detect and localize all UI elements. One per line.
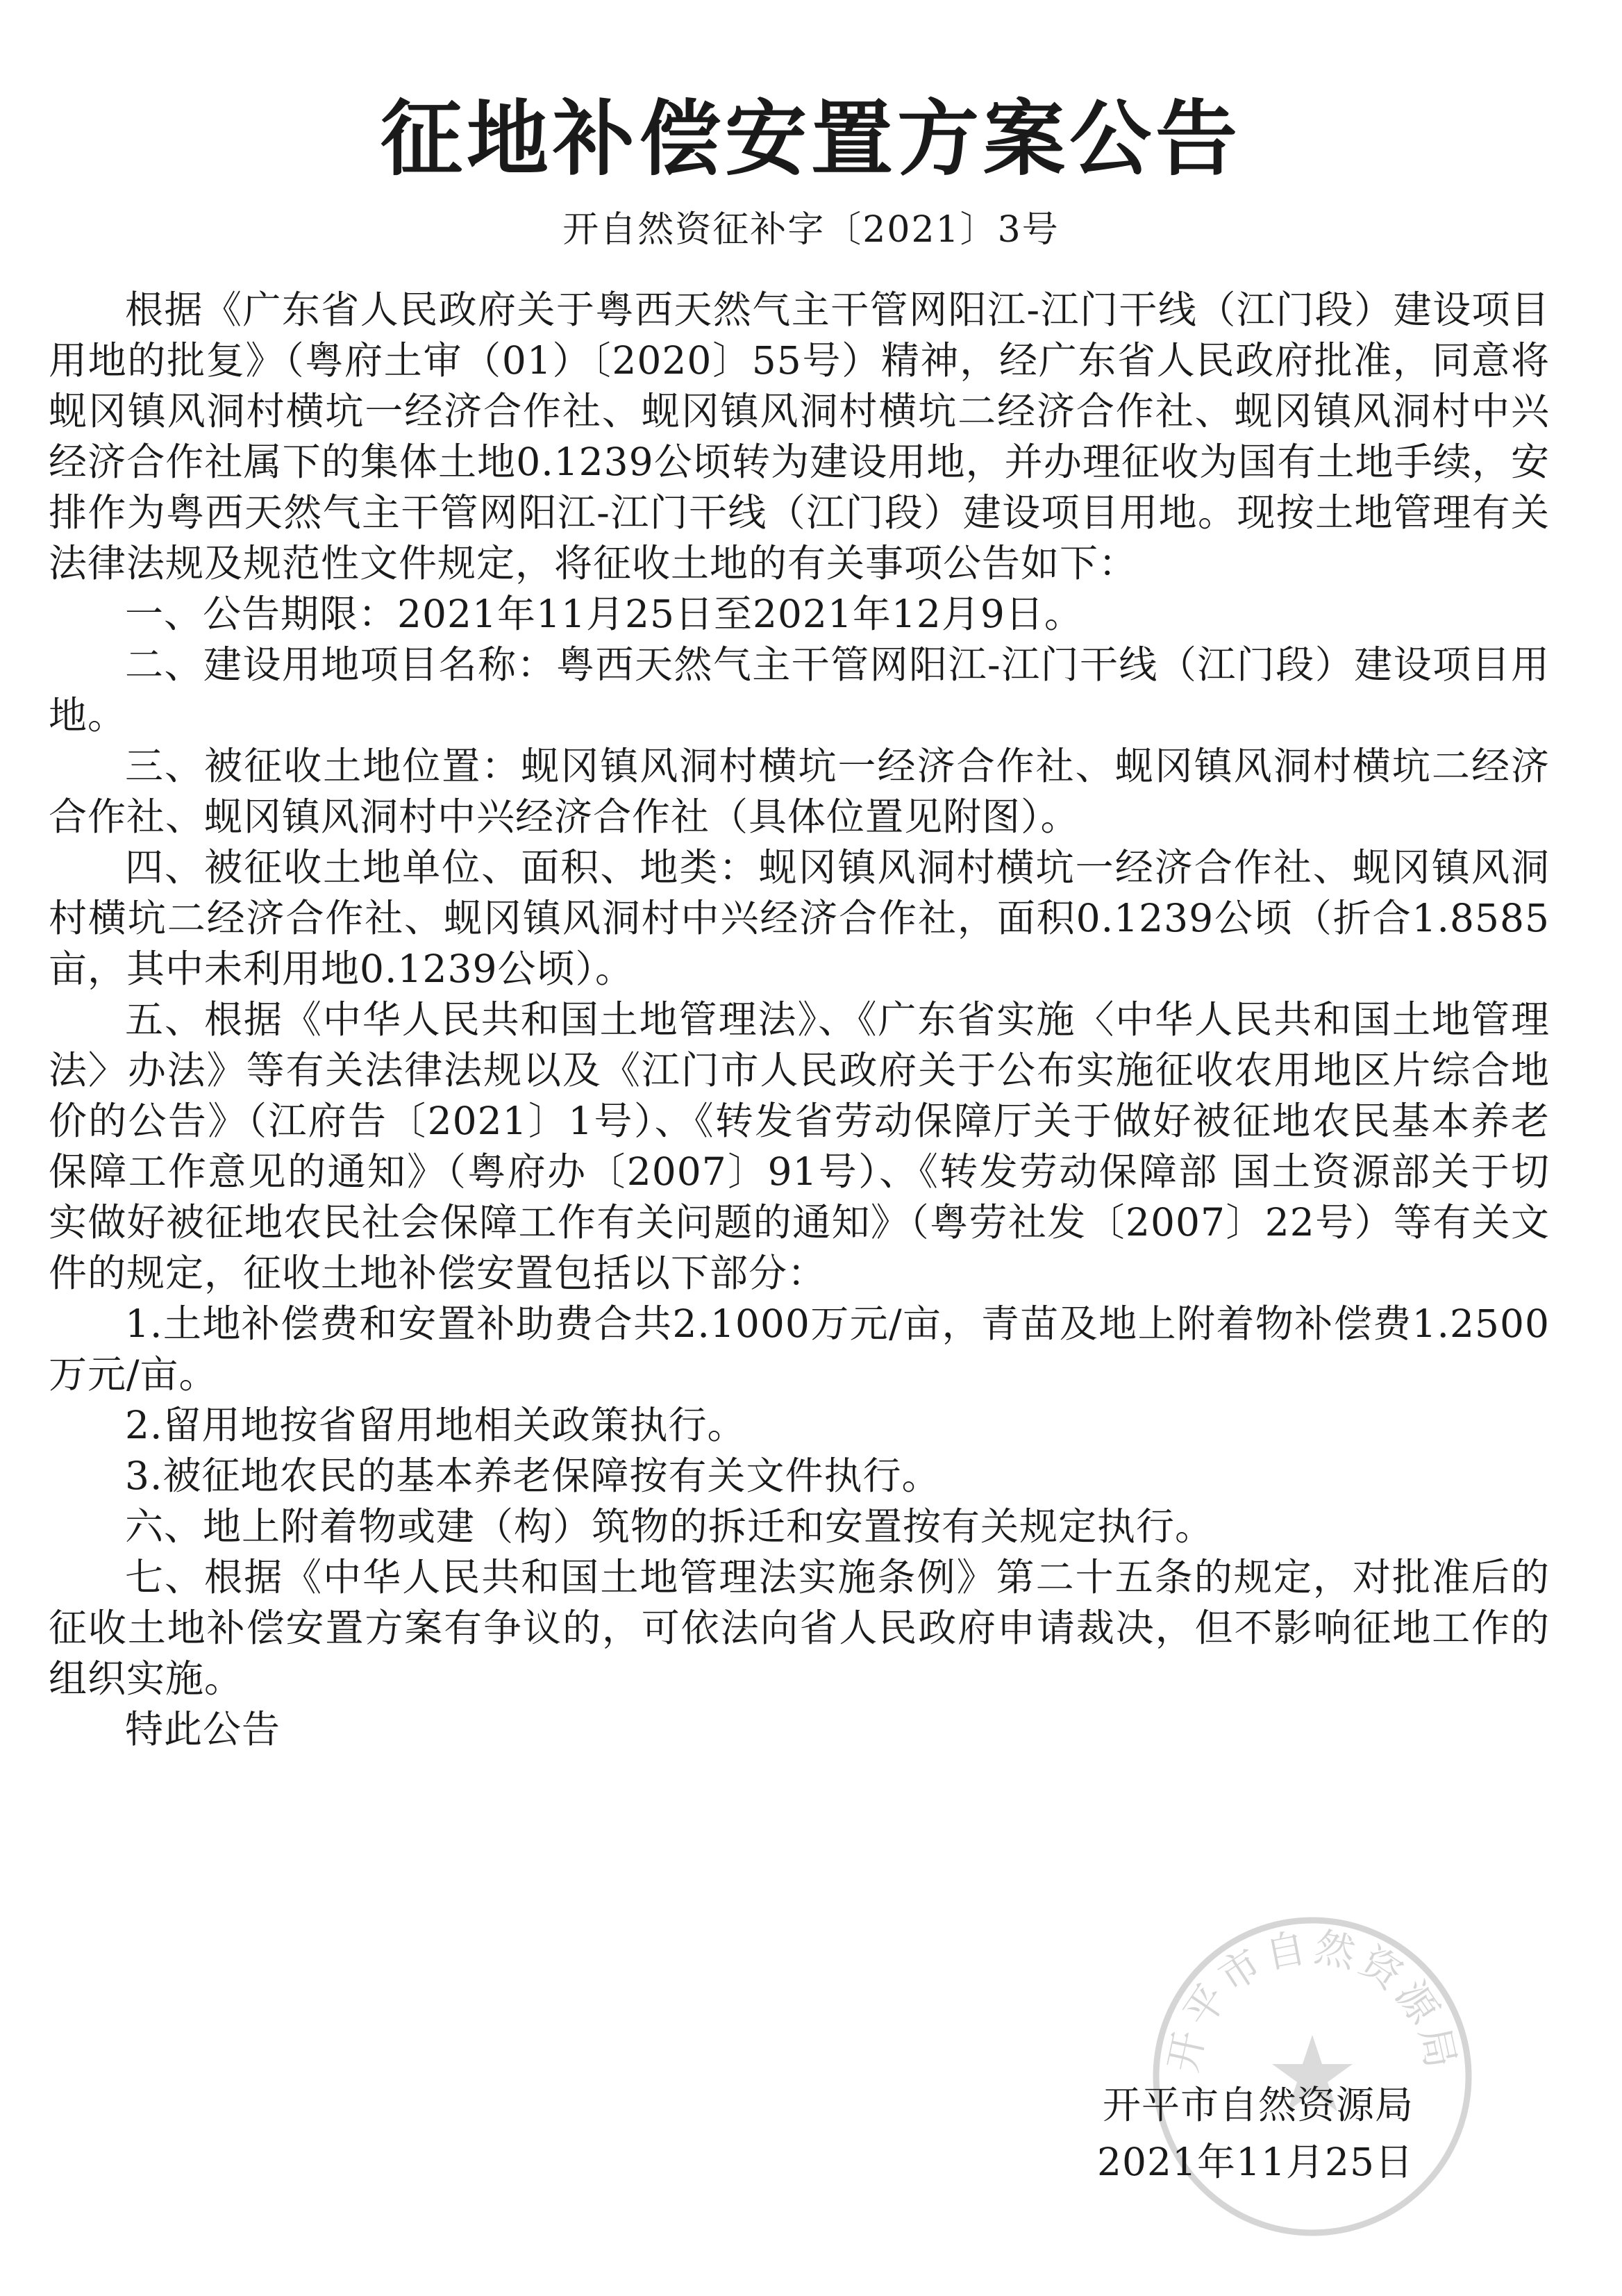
- document-title: 征地补偿安置方案公告: [380, 91, 1241, 187]
- section-5-compensation-basis: 五、根据《中华人民共和国土地管理法》、《广东省实施〈中华人民共和国土地管理法〉办法》等有关法律法规以及《江门市人民政府关于公布实施征收农用地区片综合地价的公告》（江府告〔2021〕1号）、《转发省劳动保障厅关于做好被征地农民基本养老保障工作意见的通知》（粤府办〔2007〕91号）、《转发劳动保障部 国土资源部关于切实做好被征地农民社会保障工作有关问题的通知》（粤劳社发〔2007〕22号）等有关文件的规定，征收土地补偿安置包括以下部分：: [49, 997, 1550, 1295]
- section-5-item-1: 1.土地补偿费和安置补助费合共2.1000万元/亩，青苗及地上附着物补偿费1.2500万元/亩。: [49, 1301, 1550, 1397]
- section-3-land-location: 三、被征收土地位置：蚬冈镇风洞村横坑一经济合作社、蚬冈镇风洞村横坑二经济合作社、蚬冈镇风洞村中兴经济合作社（具体位置见附图）。: [49, 744, 1550, 839]
- section-2-project-name: 二、建设用地项目名称：粤西天然气主干管网阳江-江门干线（江门段）建设项目用地。: [49, 642, 1550, 738]
- closing-statement: 特此公告: [125, 1707, 281, 1752]
- section-1-notice-period: 一、公告期限：2021年11月25日至2021年12月9日。: [125, 592, 1083, 636]
- section-4-land-unit-area-type: 四、被征收土地单位、面积、地类：蚬冈镇风洞村横坑一经济合作社、蚬冈镇风洞村横坑二经济合作社、蚬冈镇风洞村中兴经济合作社，面积0.1239公顷（折合1.8585亩，其中未利用地0.1239公顷）。: [49, 845, 1550, 991]
- intro-paragraph: 根据《广东省人民政府关于粤西天然气主干管网阳江-江门干线（江门段）建设项目用地的批复》（粤府土审（01）〔2020〕55号）精神，经广东省人民政府批准，同意将蚬冈镇风洞村横坑一经济合作社、蚬冈镇风洞村横坑二经济合作社、蚬冈镇风洞村中兴经济合作社属下的集体土地0.1239公顷转为建设用地，并办理征收为国有土地手续，安排作为粤西天然气主干管网阳江-江门干线（江门段）建设项目用地。现按土地管理有关法律法规及规范性文件规定，将征收土地的有关事项公告如下：: [49, 288, 1550, 585]
- section-5-item-3: 3.被征地农民的基本养老保障按有关文件执行。: [125, 1454, 941, 1498]
- section-7-dispute: 七、根据《中华人民共和国土地管理法实施条例》第二十五条的规定，对批准后的征收土地补偿安置方案有争议的，可依法向省人民政府申请裁决，但不影响征地工作的组织实施。: [49, 1555, 1550, 1701]
- signature-block: [1097, 2077, 1414, 2190]
- seal-text: 开平市自然资源局: [1159, 1922, 1466, 2077]
- issuing-organization: 开平市自然资源局: [1102, 2083, 1414, 2127]
- document-body: [49, 285, 1550, 1755]
- section-6-relocation: 六、地上附着物或建（构）筑物的拆迁和安置按有关规定执行。: [125, 1504, 1214, 1549]
- section-5-item-2: 2.留用地按省留用地相关政策执行。: [125, 1403, 746, 1447]
- document-number: 开自然资征补字〔2021〕3号: [562, 209, 1060, 251]
- issue-date: 2021年11月25日: [1097, 2140, 1414, 2184]
